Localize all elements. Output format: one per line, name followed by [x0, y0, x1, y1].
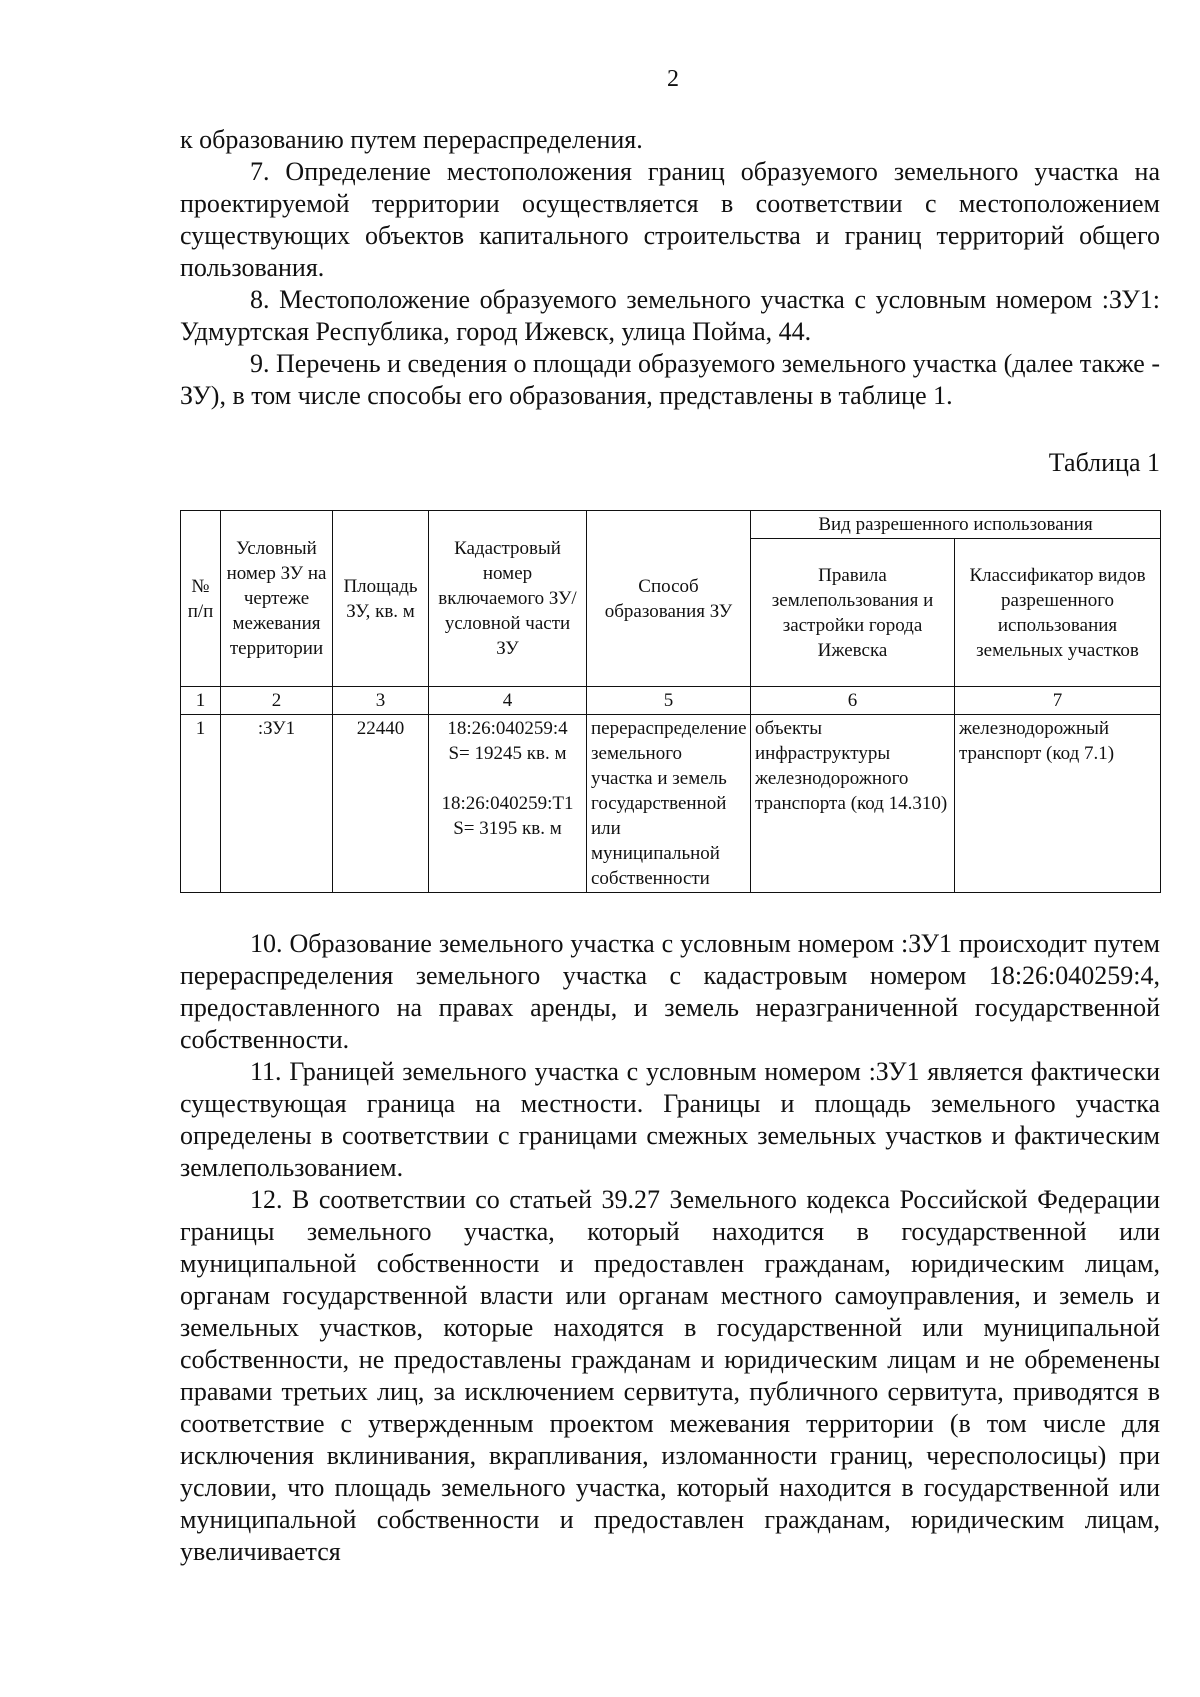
header-conditional-number: Условный номер ЗУ на чертеже межевания территории [221, 511, 333, 687]
header-classifier: Классификатор видов разрешенного использования земельных участков [955, 539, 1161, 687]
paragraph-11: 11. Границей земельного участка с условным номером :ЗУ1 является фактически существующая граница на местности. Границы и площадь земельного участка определены в соответствии с границами смежных земельных участков и фактическим землепользованием. [180, 1057, 1160, 1182]
cadastral-number-1: 18:26:040259:4 [447, 718, 568, 739]
column-number-2: 2 [221, 687, 333, 715]
row-formation-method: перераспределение земельного участка и земель государственной или муниципальной собственности [587, 715, 751, 893]
land-plot-table [180, 510, 1161, 893]
table-caption: Таблица 1 [1048, 448, 1160, 477]
column-number-4: 4 [429, 687, 587, 715]
column-number-7: 7 [955, 687, 1161, 715]
header-area: Площадь ЗУ, кв. м [333, 511, 429, 687]
row-cadastral-numbers [429, 715, 587, 893]
row-area: 22440 [333, 715, 429, 893]
top-text-block [180, 124, 1160, 412]
cadastral-area-1: S= 19245 кв. м [448, 743, 567, 764]
paragraph-continuation: к образованию путем перераспределения. [180, 125, 643, 154]
row-zoning-rules: объекты инфраструктуры железнодорожного транспорта (код 14.310) [751, 715, 955, 893]
cadastral-area-2: S= 3195 кв. м [453, 818, 562, 839]
header-formation-method: Способ образования ЗУ [587, 511, 751, 687]
header-cadastral-number: Кадастровый номер включаемого ЗУ/условной части ЗУ [429, 511, 587, 687]
paragraph-9: 9. Перечень и сведения о площади образуемого земельного участка (далее также - ЗУ), в том числе способы его образования, представлены в таблице 1. [180, 349, 1160, 410]
bottom-text-block [180, 928, 1160, 1568]
paragraph-7: 7. Определение местоположения границ образуемого земельного участка на проектируемой территории осуществляется в соответствии с местоположением существующих объектов капитального строительства и границ территорий общего пользования. [180, 157, 1160, 282]
cadastral-number-2: 18:26:040259:Т1 [441, 793, 574, 814]
table-row [181, 715, 1161, 893]
paragraph-12: 12. В соответствии со статьей 39.27 Земельного кодекса Российской Федерации границы земельного участка, который находится в государственной или муниципальной собственности и предоставлен гражданам, юридическим лицам, органам государственной власти или органам местного самоуправления, и земель и земельных участков, которые находятся в государственной или муниципальной собственности, не предоставлены гражданам и юридическим лицам и не обременены правами третьих лиц, за исключением сервитута, публичного сервитута, приводятся в соответствие с утвержденным проектом межевания территории (в том числе для исключения вклинивания, вкрапливания, изломанности границ, чересполосицы) при условии, что площадь земельного участка, который находится в государственной или муниципальной собственности и предоставлен гражданам, юридическим лицам, увеличивается [180, 1185, 1160, 1566]
row-number: 1 [181, 715, 221, 893]
paragraph-10: 10. Образование земельного участка с условным номером :ЗУ1 происходит путем перераспределения земельного участка с кадастровым номером 18:26:040259:4, предоставленного на правах аренды, и земель неразграниченной государственной собственности. [180, 929, 1160, 1054]
column-number-3: 3 [333, 687, 429, 715]
header-zoning-rules: Правила землепользования и застройки города Ижевска [751, 539, 955, 687]
page-number: 2 [667, 66, 679, 92]
row-classifier: железнодорожный транспорт (код 7.1) [955, 715, 1161, 893]
column-number-1: 1 [181, 687, 221, 715]
header-number: № п/п [181, 511, 221, 687]
paragraph-8: 8. Местоположение образуемого земельного участка с условным номером :ЗУ1: Удмуртская Республика, город Ижевск, улица Пойма, 44. [180, 285, 1160, 346]
header-permitted-use-group: Вид разрешенного использования [751, 511, 1161, 539]
column-number-5: 5 [587, 687, 751, 715]
row-conditional-number: :ЗУ1 [221, 715, 333, 893]
column-number-6: 6 [751, 687, 955, 715]
